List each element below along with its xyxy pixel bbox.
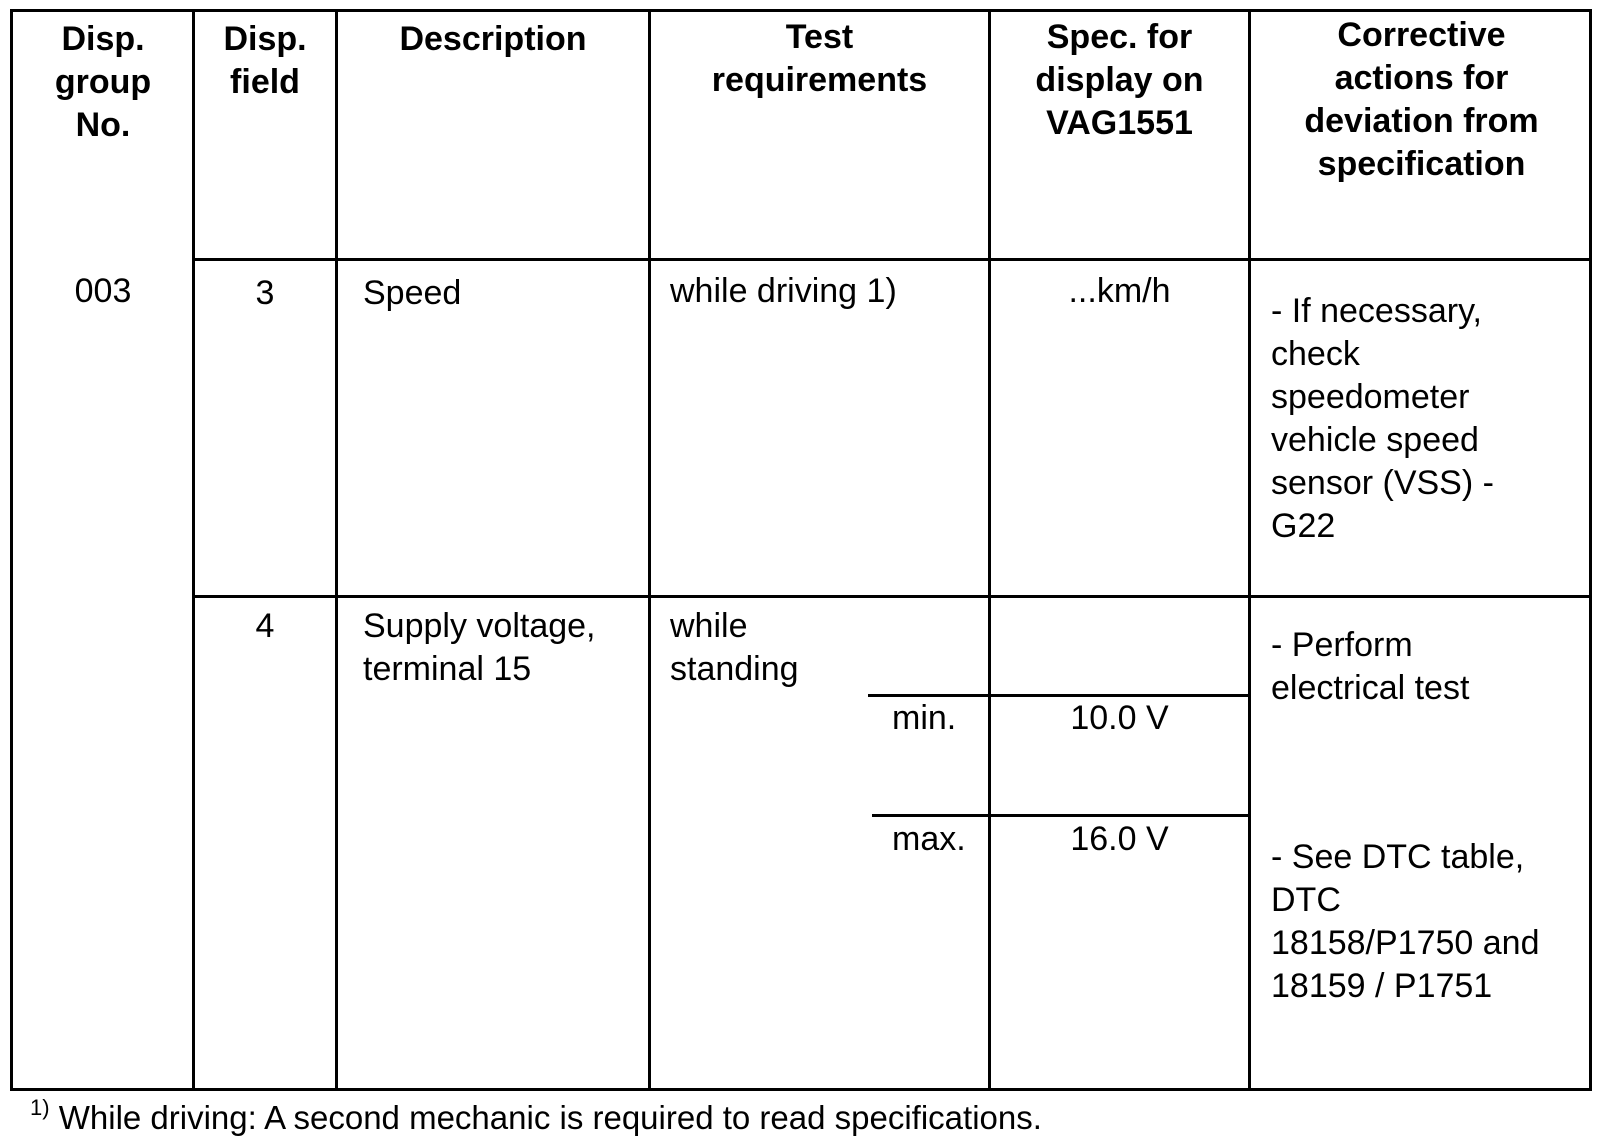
max-subrow-divider xyxy=(872,814,1250,817)
header-test-requirements: Test requirements xyxy=(711,18,928,99)
footnote-text: While driving: A second mechanic is required to read specifications. xyxy=(49,1099,1042,1136)
header-field: Disp. field xyxy=(223,20,307,101)
row-1-test-requirements: while driving 1) xyxy=(670,272,897,310)
row-2-corrective-electrical: - Perform electrical test xyxy=(1271,626,1470,707)
row-1-field: 3 xyxy=(255,274,275,312)
row-1-spec: ...km/h xyxy=(1068,272,1171,310)
row-1-corrective: - If necessary, check speedometer vehicle speed sensor (VSS) - G22 xyxy=(1271,292,1494,545)
header-corrective: Corrective actions for deviation from specification xyxy=(1304,16,1539,183)
row-2-field: 4 xyxy=(255,607,275,645)
row-2-corrective-dtc: - See DTC table, DTC 18158/P1750 and 18159 / P1751 xyxy=(1271,838,1540,1005)
footnote xyxy=(30,1095,1042,1138)
row-2-description: Supply voltage, terminal 15 xyxy=(363,607,596,688)
row-divider xyxy=(192,595,1592,598)
header-group-no: Disp. group No. xyxy=(54,20,152,144)
group-number: 003 xyxy=(74,272,132,310)
column-divider xyxy=(192,9,195,1091)
row-2-min-value: 10.0 V xyxy=(1070,699,1169,737)
row-2-test-requirements: while standing xyxy=(670,607,799,688)
row-2-min-label: min. xyxy=(892,699,957,737)
header-description: Description xyxy=(399,20,587,58)
column-divider xyxy=(988,9,991,1091)
footnote-marker: 1) xyxy=(30,1095,50,1120)
column-divider xyxy=(648,9,651,1091)
header-row-divider xyxy=(192,258,1592,261)
header-spec: Spec. for display on VAG1551 xyxy=(1035,18,1204,142)
row-2-max-label: max. xyxy=(892,820,966,858)
row-2-max-value: 16.0 V xyxy=(1070,820,1169,858)
column-divider xyxy=(335,9,338,1091)
row-1-description: Speed xyxy=(363,274,462,312)
